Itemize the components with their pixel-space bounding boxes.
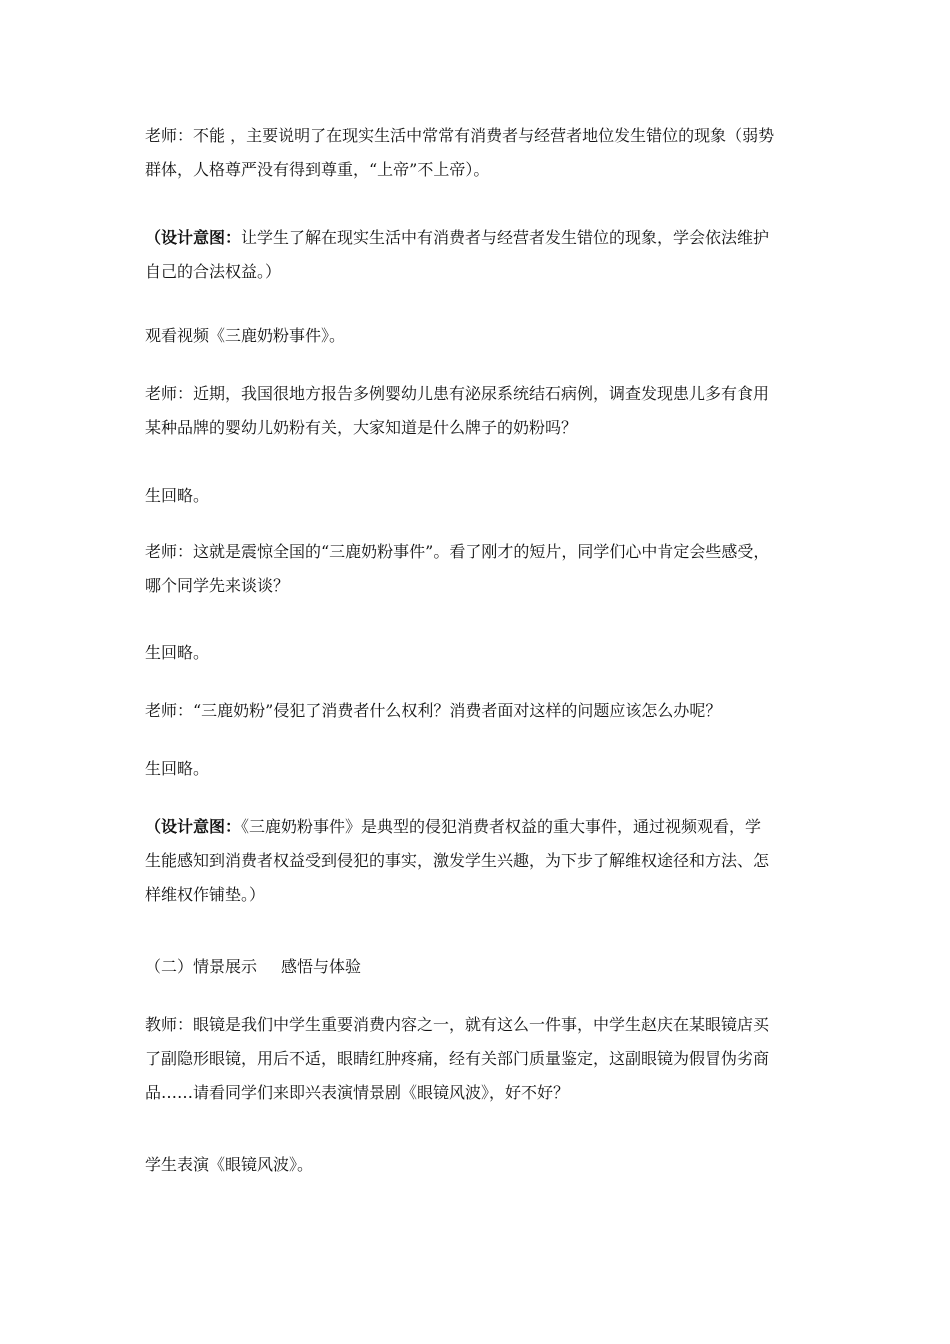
section-heading-part1: （二）情景展示	[145, 957, 258, 976]
paragraph-teacher-rights-question	[145, 694, 805, 728]
section-heading-part2: 感悟与体验	[281, 957, 362, 976]
text-line: 生回略。	[145, 486, 210, 505]
design-intent-text: 《三鹿奶粉事件》是典型的侵犯消费者权益的重大事件，通过视频观看，学	[241, 817, 762, 836]
text-line	[145, 810, 805, 844]
paragraph-teacher-misplacement	[145, 119, 805, 187]
text-line: 老师：这就是震惊全国的“三鹿奶粉事件”。看了刚才的短片，同学们心中肯定会些感受，	[145, 542, 770, 561]
text-line: 教师：眼镜是我们中学生重要消费内容之一，就有这么一件事，中学生赵庆在某眼镜店买	[145, 1015, 770, 1034]
paragraph-teacher-glasses	[145, 1008, 805, 1110]
text-line: 生能感知到消费者权益受到侵犯的事实，激发学生兴趣，为下步了解维权途径和方法、怎	[145, 851, 770, 870]
design-intent-label: （设计意图：	[145, 817, 242, 836]
paragraph-student-answer-2	[145, 636, 805, 670]
text-line	[145, 950, 805, 984]
text-line: 哪个同学先来谈谈？	[145, 576, 290, 595]
design-intent-text: 让学生了解在现实生活中有消费者与经营者发生错位的现象，学会依法维护	[241, 228, 770, 247]
text-line: 样维权作铺垫。）	[145, 885, 266, 904]
text-line: 品……请看同学们来即兴表演情景剧《眼镜风波》，好不好？	[145, 1083, 570, 1102]
text-line: 自己的合法权益。）	[145, 262, 282, 281]
paragraph-watch-video	[145, 319, 805, 353]
text-line: 学生表演《眼镜风波》。	[145, 1155, 314, 1174]
text-line: 生回略。	[145, 643, 210, 662]
text-line: 老师：“三鹿奶粉”侵犯了消费者什么权利？消费者面对这样的问题应该怎么办呢？	[145, 701, 722, 720]
paragraph-student-answer-1	[145, 479, 805, 513]
text-line: 群体，人格尊严没有得到尊重，“上帝”不上帝）。	[145, 160, 490, 179]
design-intent-label: （设计意图：	[145, 228, 242, 247]
text-line: 观看视频《三鹿奶粉事件》。	[145, 326, 346, 345]
paragraph-student-performance	[145, 1148, 805, 1182]
text-line: 老师：不能 ，主要说明了在现实生活中常常有消费者与经营者地位发生错位的现象（弱势	[145, 126, 775, 145]
text-line: 老师：近期，我国很地方报告多例婴幼儿患有泌尿系统结石病例，调查发现患儿多有食用	[145, 384, 770, 403]
text-line: 了副隐形眼镜，用后不适，眼睛红肿疼痛，经有关部门质量鉴定，这副眼镜为假冒伪劣商	[145, 1049, 770, 1068]
text-line	[145, 221, 805, 255]
text-line: 某种品牌的婴幼儿奶粉有关，大家知道是什么牌子的奶粉吗？	[145, 418, 578, 437]
paragraph-teacher-shock	[145, 535, 805, 603]
paragraph-design-intent-2	[145, 810, 805, 912]
text-line: 生回略。	[145, 759, 210, 778]
paragraph-student-answer-3	[145, 752, 805, 786]
section-heading	[145, 950, 805, 984]
paragraph-teacher-recent-cases	[145, 377, 805, 445]
paragraph-design-intent-1	[145, 221, 805, 289]
